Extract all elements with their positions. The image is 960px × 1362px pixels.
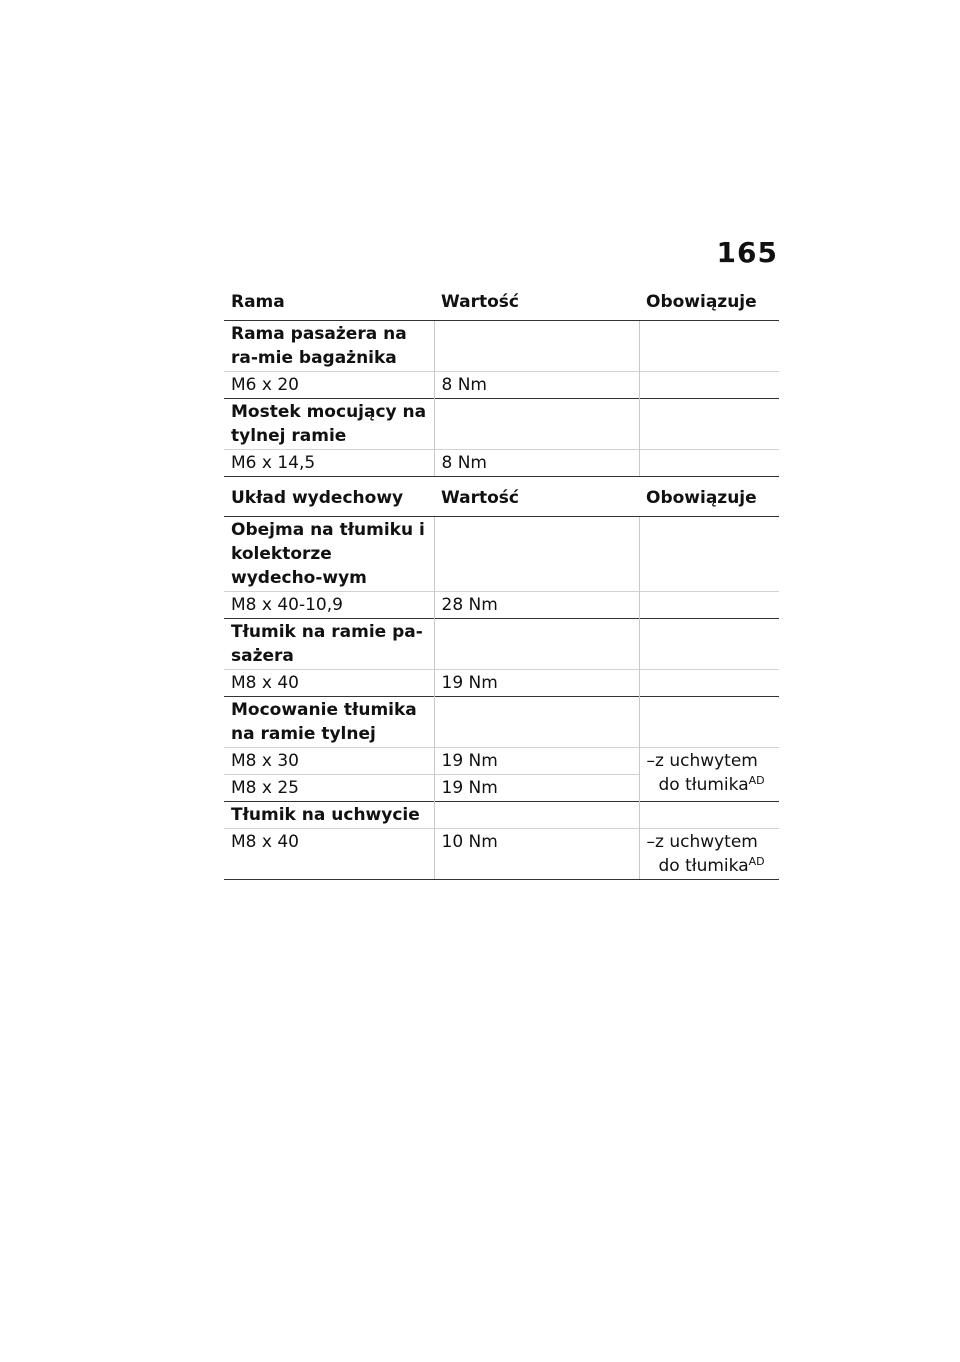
group-name: Obejma na tłumiku i kolektorze wydecho-wym: [231, 520, 425, 588]
empty-cell: [639, 619, 779, 670]
spec-cell: M8 x 30: [224, 748, 434, 775]
applies-cell: [639, 748, 779, 802]
exhaust-torque-table: [224, 480, 779, 880]
torque-value-cell: 19 Nm: [434, 670, 639, 697]
page-number: 165: [716, 236, 778, 269]
variant-superscript: AD: [748, 774, 765, 787]
table-group-row: [224, 697, 779, 748]
torque-value-cell: 8 Nm: [434, 372, 639, 399]
empty-cell: [434, 321, 639, 372]
applies-note: [647, 749, 774, 797]
torque-value-cell: 19 Nm: [434, 748, 639, 775]
empty-cell: [434, 399, 639, 450]
frame-torque-table: [224, 284, 779, 477]
empty-cell: [639, 517, 779, 592]
column-header-value: Wartość: [434, 480, 639, 517]
empty-cell: [639, 697, 779, 748]
applies-cell: [639, 450, 779, 477]
table-row: [224, 592, 779, 619]
spec-cell: M6 x 20: [224, 372, 434, 399]
applies-cell: [639, 592, 779, 619]
column-header-component: Rama: [224, 284, 434, 321]
group-name: Tłumik na uchwycie: [224, 802, 434, 829]
empty-cell: [434, 802, 639, 829]
spec-cell: M8 x 40: [224, 829, 434, 880]
spec-cell: M8 x 40-10,9: [224, 592, 434, 619]
table-row: [224, 748, 779, 775]
applies-note-text: –z uchwytem do tłumika: [646, 832, 758, 876]
applies-note: [647, 830, 774, 878]
table-group-row: [224, 802, 779, 829]
table-row: [224, 372, 779, 399]
empty-cell: [639, 399, 779, 450]
table-header-row: [224, 284, 779, 321]
column-header-applies: Obowiązuje: [639, 284, 779, 321]
table-group-row: [224, 517, 779, 592]
applies-cell: [639, 372, 779, 399]
table-header-row: [224, 480, 779, 517]
group-name: Rama pasażera na ra-mie bagażnika: [231, 324, 407, 368]
spec-cell: M8 x 40: [224, 670, 434, 697]
empty-cell: [434, 517, 639, 592]
torque-value-cell: 28 Nm: [434, 592, 639, 619]
torque-value-cell: 10 Nm: [434, 829, 639, 880]
table-group-row: [224, 321, 779, 372]
table-group-row: [224, 619, 779, 670]
group-name: Mostek mocujący na tylnej ramie: [224, 399, 434, 450]
table-row: [224, 670, 779, 697]
table-row: [224, 450, 779, 477]
spec-cell: M8 x 25: [224, 775, 434, 802]
group-name: Mocowanie tłumika na ramie tylnej: [224, 697, 434, 748]
group-name: Tłumik na ramie pa-sażera: [224, 619, 434, 670]
empty-cell: [434, 619, 639, 670]
spec-cell: M6 x 14,5: [224, 450, 434, 477]
column-header-value: Wartość: [434, 284, 639, 321]
variant-superscript: AD: [748, 855, 765, 868]
column-header-applies: Obowiązuje: [639, 480, 779, 517]
applies-cell: [639, 670, 779, 697]
applies-note-text: –z uchwytem do tłumika: [646, 751, 758, 795]
table-row: [224, 829, 779, 880]
torque-value-cell: 19 Nm: [434, 775, 639, 802]
empty-cell: [434, 697, 639, 748]
applies-cell: [639, 829, 779, 880]
torque-value-cell: 8 Nm: [434, 450, 639, 477]
table-group-row: [224, 399, 779, 450]
empty-cell: [639, 802, 779, 829]
empty-cell: [639, 321, 779, 372]
column-header-component: Układ wydechowy: [224, 480, 434, 517]
